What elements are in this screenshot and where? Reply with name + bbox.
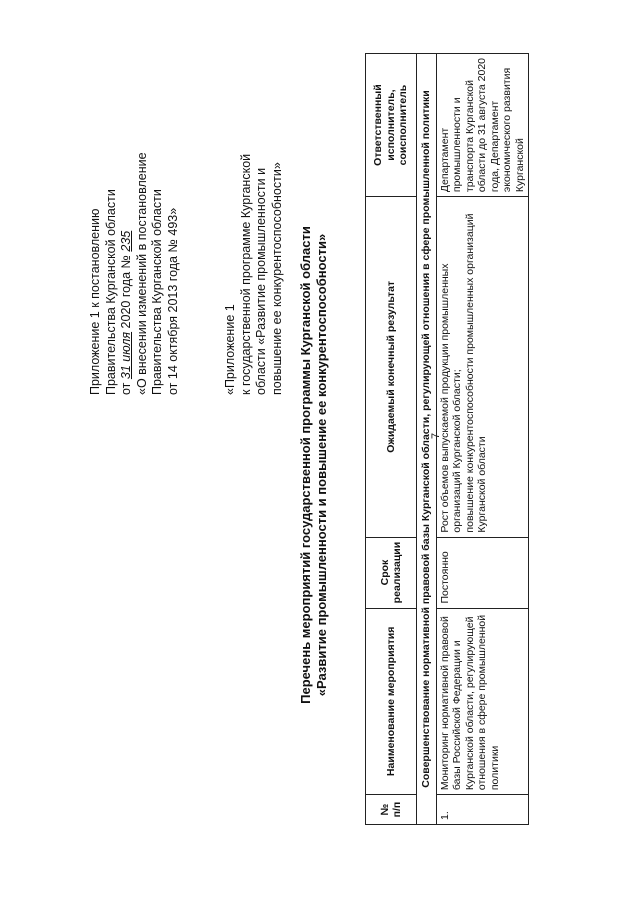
annex1-line6: от 14 октября 2013 года № 493» [165, 207, 180, 395]
annex2-line4: повышение ее конкурентоспособности» [269, 162, 284, 395]
row1-result-line1: Рост объемов выпускаемой продукции промышленных организаций Курганской области; [438, 263, 463, 533]
measures-table [365, 53, 529, 825]
table-row [436, 54, 529, 825]
table-header-row [366, 54, 417, 825]
page-number: 7 [430, 432, 442, 439]
annex1-number: 235 [119, 230, 133, 252]
annex1-date-prefix: от [119, 379, 133, 395]
annex1-block [88, 35, 181, 395]
annex2-block [223, 35, 285, 395]
row1-result-line2: повышение конкурентоспособности промышленных организаций Курганской области [463, 213, 488, 533]
annex1-line5: Правительства Курганской области [150, 189, 164, 395]
row1-term: Постоянно [436, 537, 529, 608]
annex1-line2: Правительства Курганской области [103, 189, 118, 395]
header-num: № п/п [366, 795, 417, 825]
annex2-line2: к государственной программе Курганской [238, 153, 253, 395]
document-title [298, 175, 330, 755]
section-title: Совершенствование нормативной правовой базы Курганской области, регулирующей отношения в сфере промышленной политики [417, 54, 437, 825]
header-executor: Ответственный исполнитель, соисполнитель [366, 54, 417, 197]
annex2-line3: области «Развитие промышленности и [254, 167, 268, 395]
annex1-line4: «О внесении изменений в постановление [134, 152, 149, 395]
annex1-line1: Приложение 1 к постановлению [88, 208, 102, 395]
annex1-date-day-month: 31 июля [119, 331, 133, 380]
title-line2: «Развитие промышленности и повышение ее конкурентоспособности» [314, 233, 329, 697]
row1-num: 1. [436, 795, 529, 825]
table-section-row [417, 54, 437, 825]
title-line1: Перечень мероприятий государственной программы Курганской области [298, 226, 313, 704]
annex1-date-line [119, 35, 135, 395]
row1-executor: Департамент промышленности и транспорта Курганской области до 31 августа 2020 года, Департамент экономического развития Курганской [436, 54, 529, 197]
header-term: Срок реализации [366, 537, 417, 608]
row1-name: Мониторинг нормативной правовой базы Российской Федерации и Курганской области, регулирующей отношения в сфере промышленной политики [436, 608, 529, 795]
annex2-line1: «Приложение 1 [223, 304, 237, 395]
annex1-date-mid: 2020 года № [119, 251, 133, 332]
row1-result [436, 197, 529, 537]
header-result: Ожидаемый конечный результат [366, 197, 417, 537]
header-name: Наименование мероприятия [366, 608, 417, 795]
